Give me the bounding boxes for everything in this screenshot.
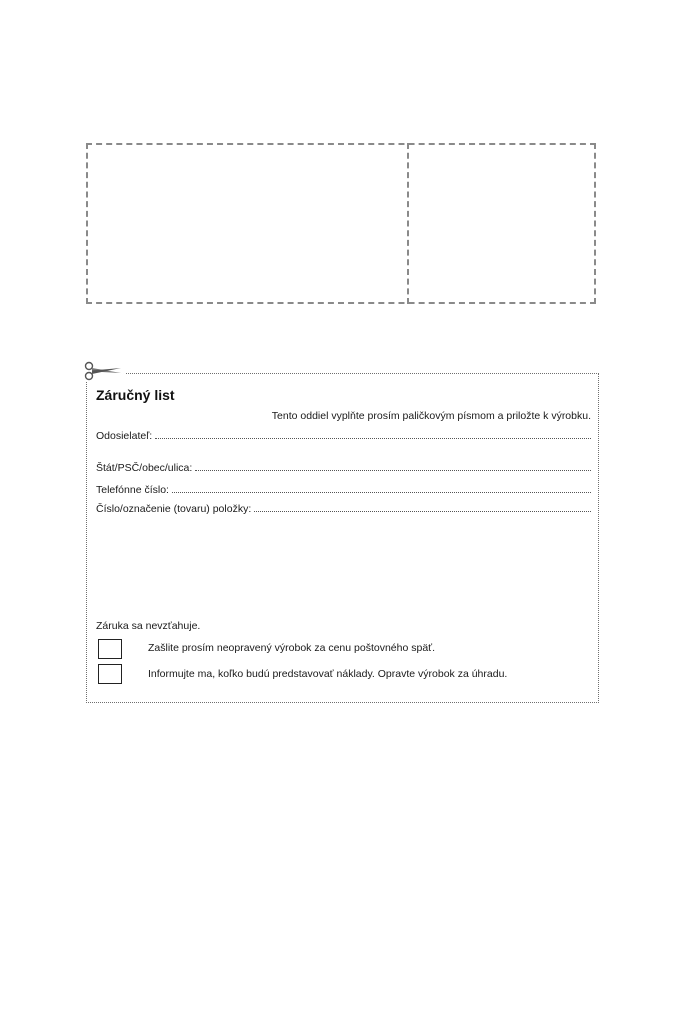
return-unrepaired-label: Zašlite prosím neopravený výrobok za cenu poštovného späť. [148, 642, 436, 654]
address-box-divider [407, 143, 409, 304]
return-unrepaired-checkbox[interactable] [98, 639, 122, 659]
phone-field[interactable] [96, 483, 591, 496]
item-line[interactable] [254, 502, 591, 512]
item-field[interactable] [96, 502, 591, 515]
warranty-title: Záručný list [96, 387, 175, 403]
sender-line[interactable] [155, 429, 591, 439]
phone-label: Telefónne číslo: [96, 484, 169, 496]
sender-field[interactable] [96, 429, 591, 442]
quote-repair-label: Informujte ma, koľko budú predstavovať náklady. Opravte výrobok za úhradu. [148, 668, 508, 680]
warranty-note: Záruka sa nevzťahuje. [96, 620, 201, 632]
address-box [86, 143, 596, 304]
address-field[interactable] [96, 461, 591, 474]
address-line[interactable] [195, 461, 591, 471]
sender-label: Odosielateľ: [96, 430, 153, 442]
quote-repair-checkbox[interactable] [98, 664, 122, 684]
fill-instruction: Tento oddiel vyplňte prosím paličkovým písmom a priložte k výrobku. [271, 410, 591, 422]
address-label: Štát/PSČ/obec/ulica: [96, 462, 193, 474]
phone-line[interactable] [172, 483, 591, 493]
item-label: Číslo/označenie (tovaru) položky: [96, 503, 252, 515]
scissors-icon [83, 360, 125, 382]
